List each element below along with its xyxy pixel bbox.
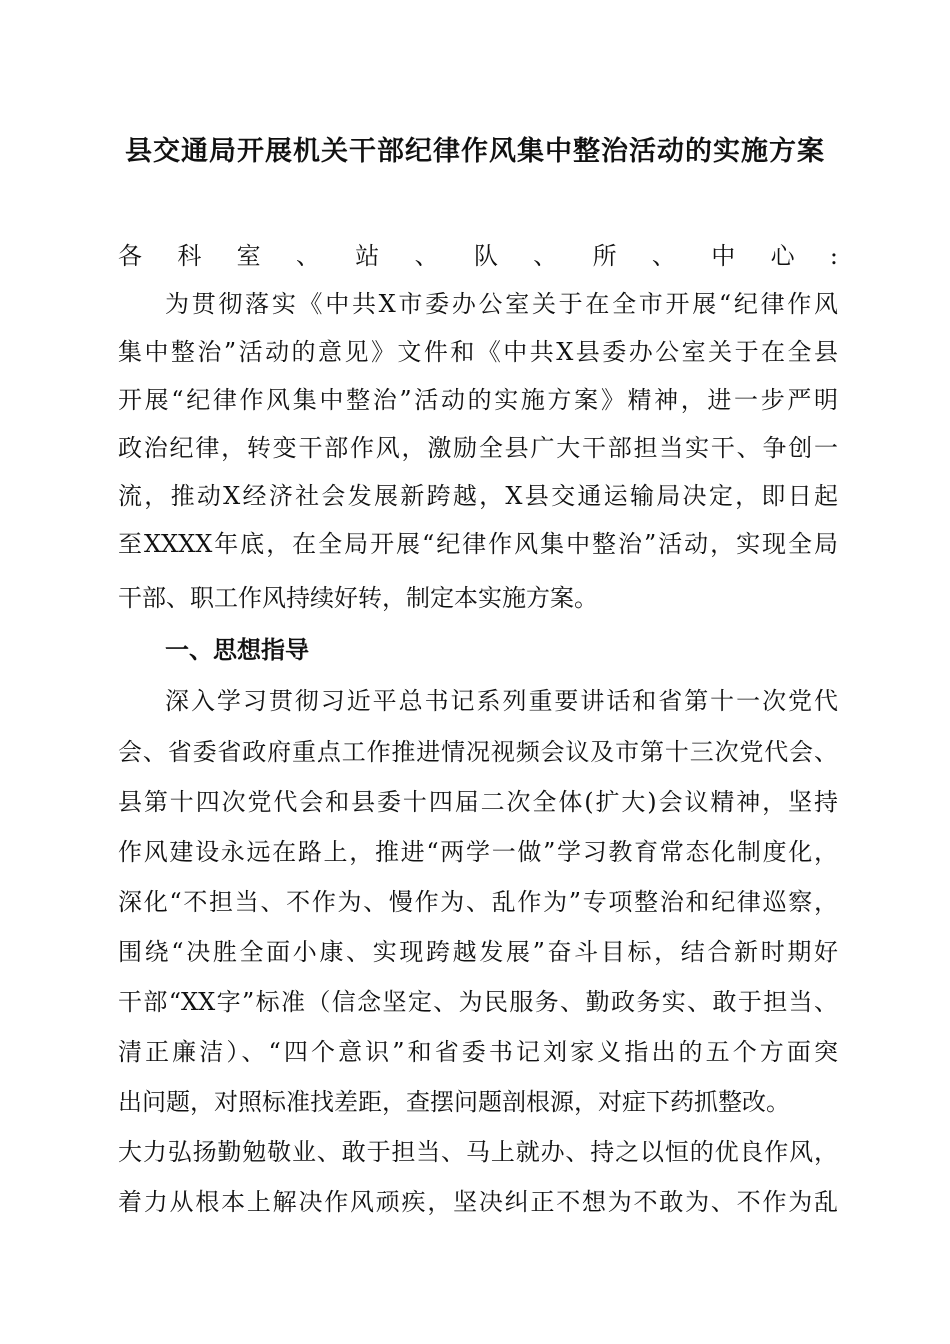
section-heading-1: 一、思想指导	[165, 636, 309, 664]
intro-line-1: 为贯彻落实《中共X市委办公室关于在全市开展“纪律作风	[165, 290, 838, 318]
section1-line-7: 干部“XX字”标准（信念坚定、为民服务、勤政务实、敢于担当、	[118, 988, 838, 1016]
section1-line-2: 会、省委省政府重点工作推进情况视频会议及市第十三次党代会、	[118, 738, 838, 766]
section1-line-1: 深入学习贯彻习近平总书记系列重要讲话和省第十一次党代	[165, 687, 838, 715]
section1-line-4: 作风建设永远在路上，推进“两学一做”学习教育常态化制度化，	[118, 838, 838, 866]
intro-line-5: 流，推动X经济社会发展新跨越，X县交通运输局决定，即日起	[118, 482, 838, 510]
section1-line-3: 县第十四次党代会和县委十四届二次全体(扩大)会议精神，坚持	[118, 788, 838, 816]
intro-line-7: 干部、职工作风持续好转，制定本实施方案。	[118, 584, 598, 612]
section1-line-11: 着力从根本上解决作风顽疾，坚决纠正不想为不敢为、不作为乱	[118, 1188, 838, 1216]
section1-line-8: 清正廉洁）、“四个意识”和省委书记刘家义指出的五个方面突	[118, 1038, 838, 1066]
intro-line-3: 开展“纪律作风集中整治”活动的实施方案》精神，进一步严明	[118, 386, 838, 414]
intro-line-2: 集中整治”活动的意见》文件和《中共X县委办公室关于在全县	[118, 338, 838, 366]
intro-line-6: 至XXXX年底，在全局开展“纪律作风集中整治”活动，实现全局	[118, 530, 838, 558]
salutation: 各科室、站、队、所、中心:	[118, 242, 838, 270]
section1-line-10: 大力弘扬勤勉敬业、敢于担当、马上就办、持之以恒的优良作风，	[118, 1138, 838, 1166]
document-title: 县交通局开展机关干部纪律作风集中整治活动的实施方案	[125, 136, 825, 167]
section1-line-9: 出问题，对照标准找差距，查摆问题剖根源，对症下药抓整改。	[118, 1088, 790, 1116]
section1-line-5: 深化“不担当、不作为、慢作为、乱作为”专项整治和纪律巡察，	[118, 888, 838, 916]
intro-line-4: 政治纪律，转变干部作风，激励全县广大干部担当实干、争创一	[118, 434, 838, 462]
section1-line-6: 围绕“决胜全面小康、实现跨越发展”奋斗目标，结合新时期好	[118, 938, 838, 966]
